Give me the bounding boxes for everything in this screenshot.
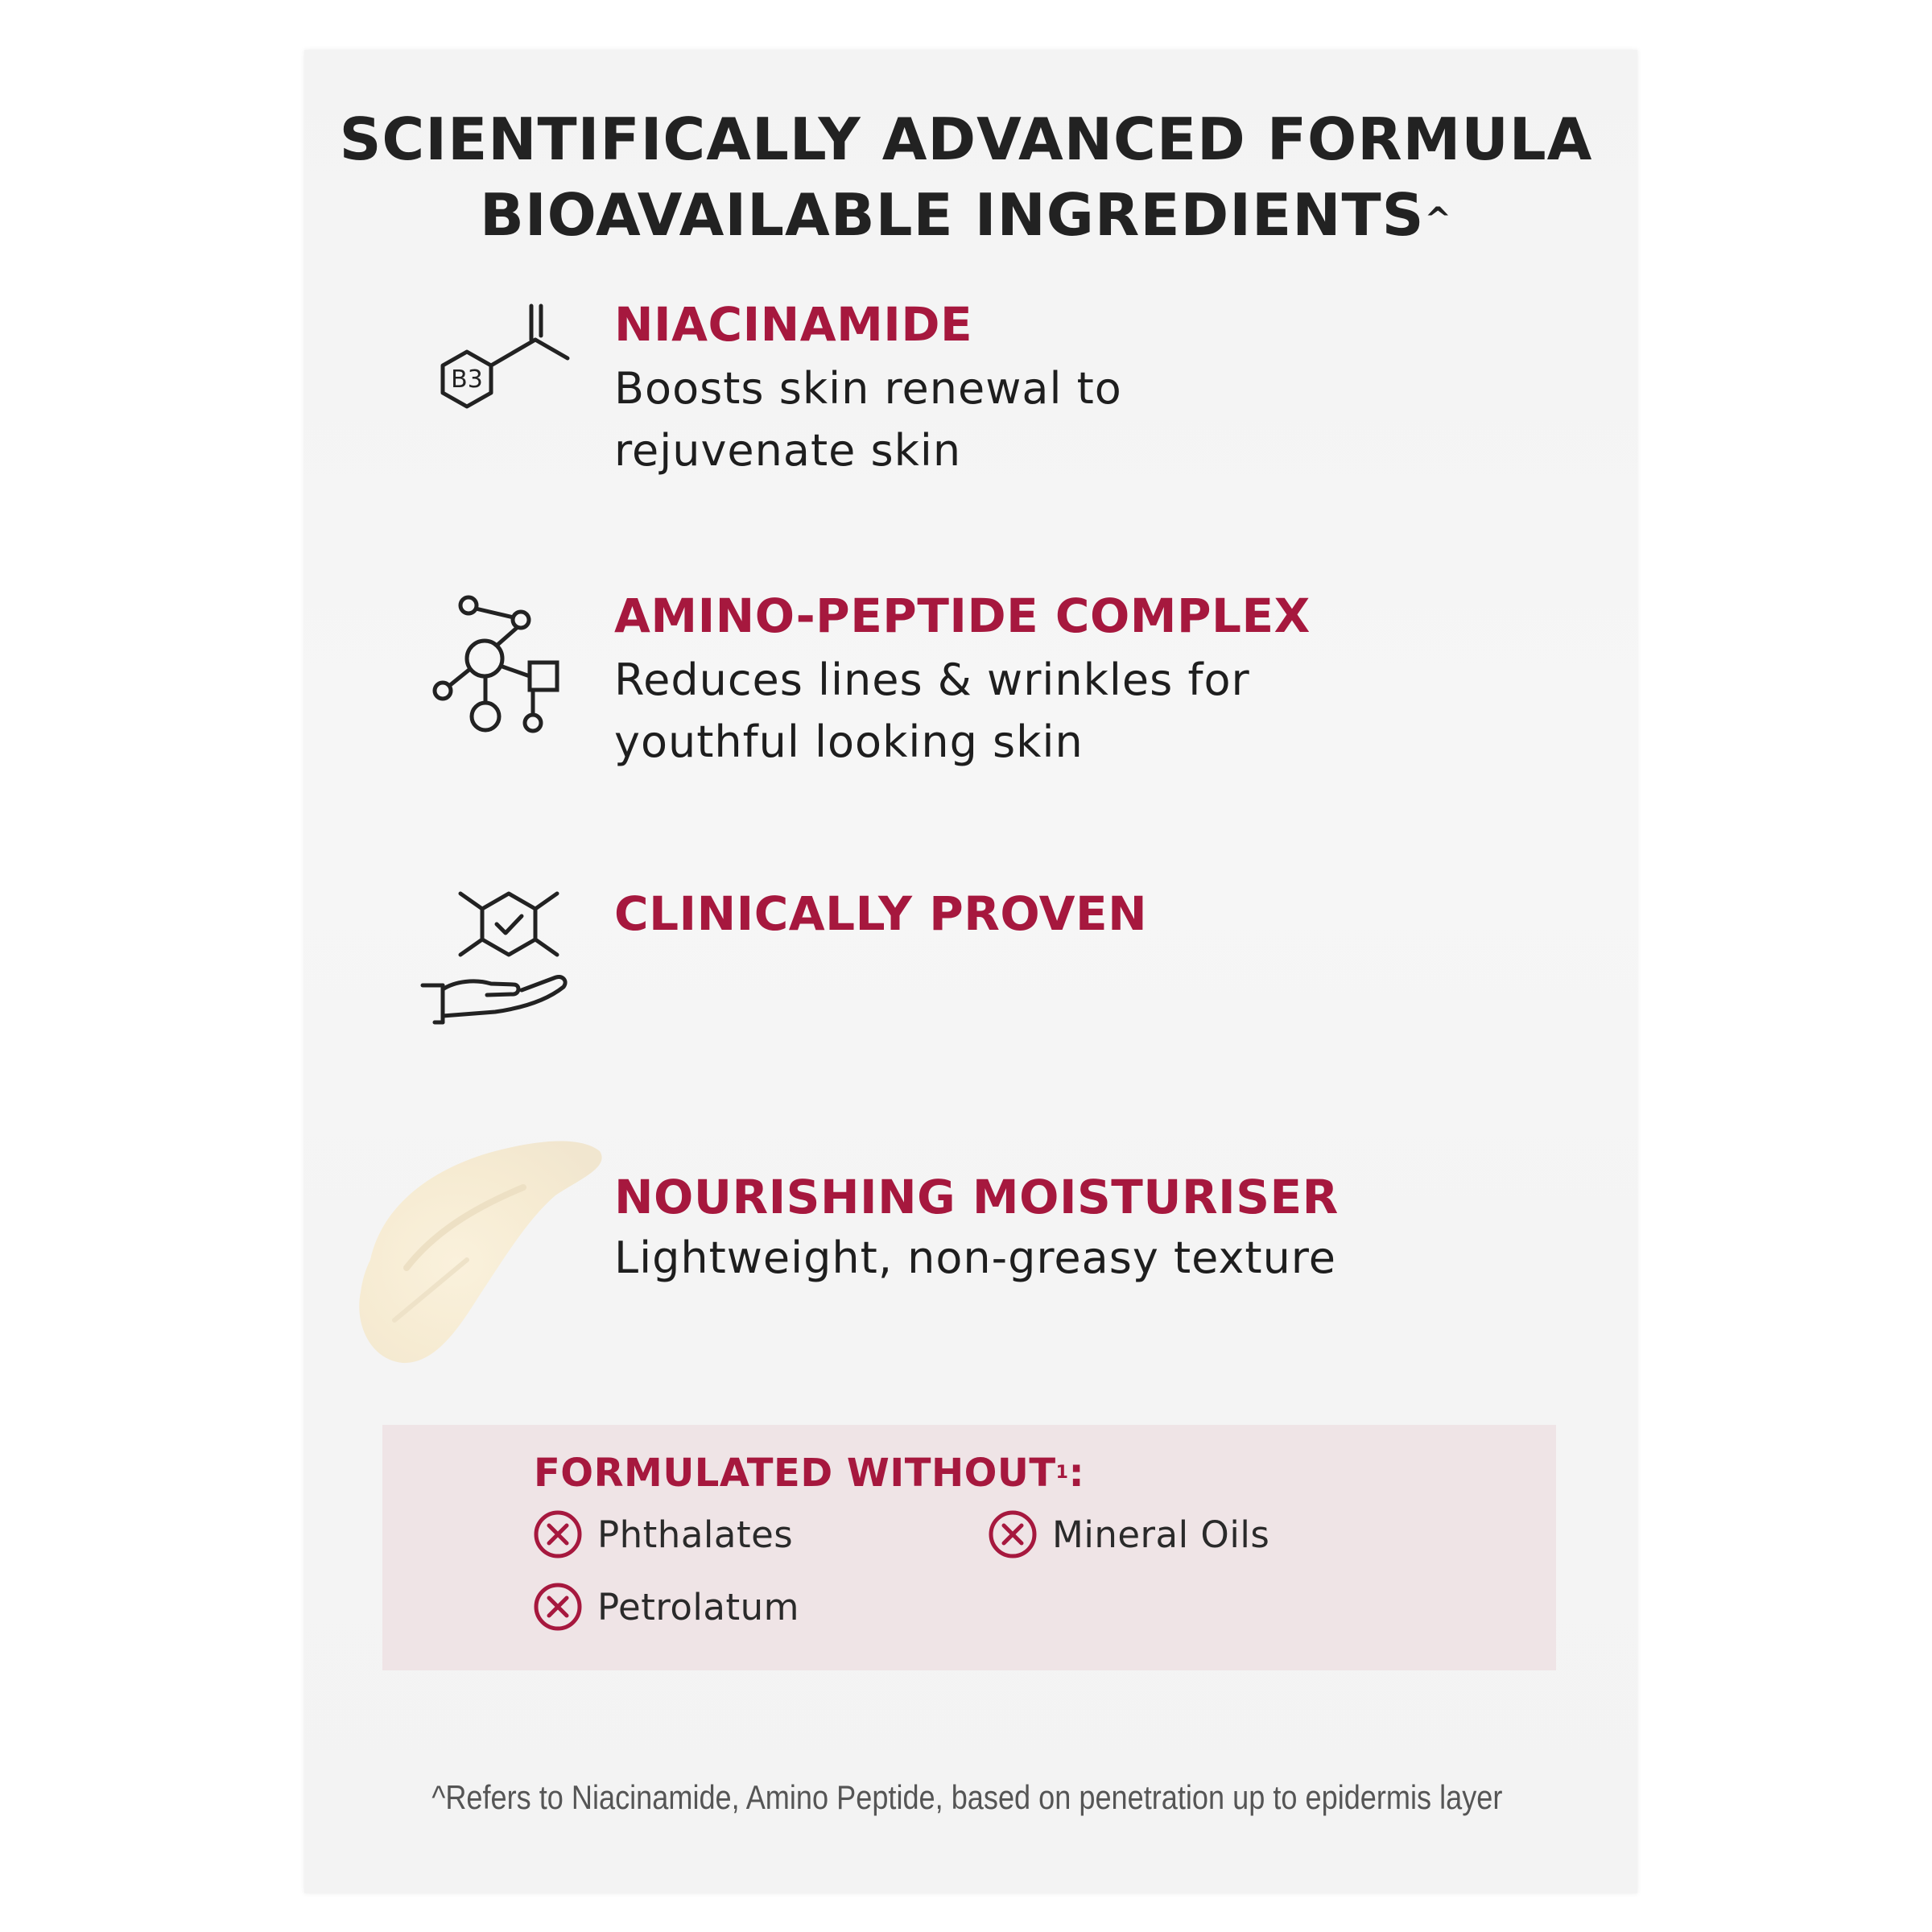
peptide-network-icon: [427, 592, 572, 745]
caret-mark: ^: [1424, 201, 1452, 238]
feature-desc-amino-peptide-1: Reduces lines & wrinkles for: [614, 654, 1250, 705]
cream-swatch-icon: [338, 1131, 612, 1373]
feature-title-niacinamide: NIACINAMIDE: [614, 297, 973, 352]
feature-title-clinically-proven: CLINICALLY PROVEN: [614, 886, 1148, 941]
headline-line-1: SCIENTIFICALLY ADVANCED FORMULA: [339, 105, 1593, 173]
feature-desc-amino-peptide-2: youthful looking skin: [614, 716, 1084, 767]
without-item-petrolatum: [533, 1582, 799, 1632]
without-item-label: Mineral Oils: [1052, 1513, 1270, 1556]
feature-title-moisturiser: NOURISHING MOISTURISER: [614, 1170, 1339, 1224]
feature-title-amino-peptide: AMINO-PEPTIDE COMPLEX: [614, 588, 1311, 643]
x-circle-icon: [533, 1509, 583, 1559]
x-circle-icon: [533, 1582, 583, 1632]
feature-desc-niacinamide-2: rejuvenate skin: [614, 425, 962, 476]
headline-line-2: BIOAVAILABLE INGREDIENTS^: [480, 181, 1452, 249]
without-item-label: Phthalates: [597, 1513, 794, 1556]
feature-desc-niacinamide-1: Boosts skin renewal to: [614, 363, 1122, 414]
without-item-phthalates: [533, 1509, 793, 1559]
formulated-without-title: FORMULATED WITHOUT$^1$:: [534, 1451, 1085, 1496]
feature-desc-moisturiser: Lightweight, non-greasy texture: [614, 1232, 1337, 1283]
without-item-mineral-oils: [988, 1509, 1269, 1559]
b3-label: B3: [451, 365, 483, 394]
x-circle-icon: [988, 1509, 1038, 1559]
footnote-mark-1: 1: [1055, 1463, 1069, 1483]
footnote: ^Refers to Niacinamide, Amino Peptide, based on penetration up to epidermis layer: [431, 1778, 1503, 1816]
b3-molecule-icon: [419, 302, 580, 431]
hand-check-icon: [419, 887, 580, 1032]
without-item-label: Petrolatum: [597, 1585, 799, 1629]
